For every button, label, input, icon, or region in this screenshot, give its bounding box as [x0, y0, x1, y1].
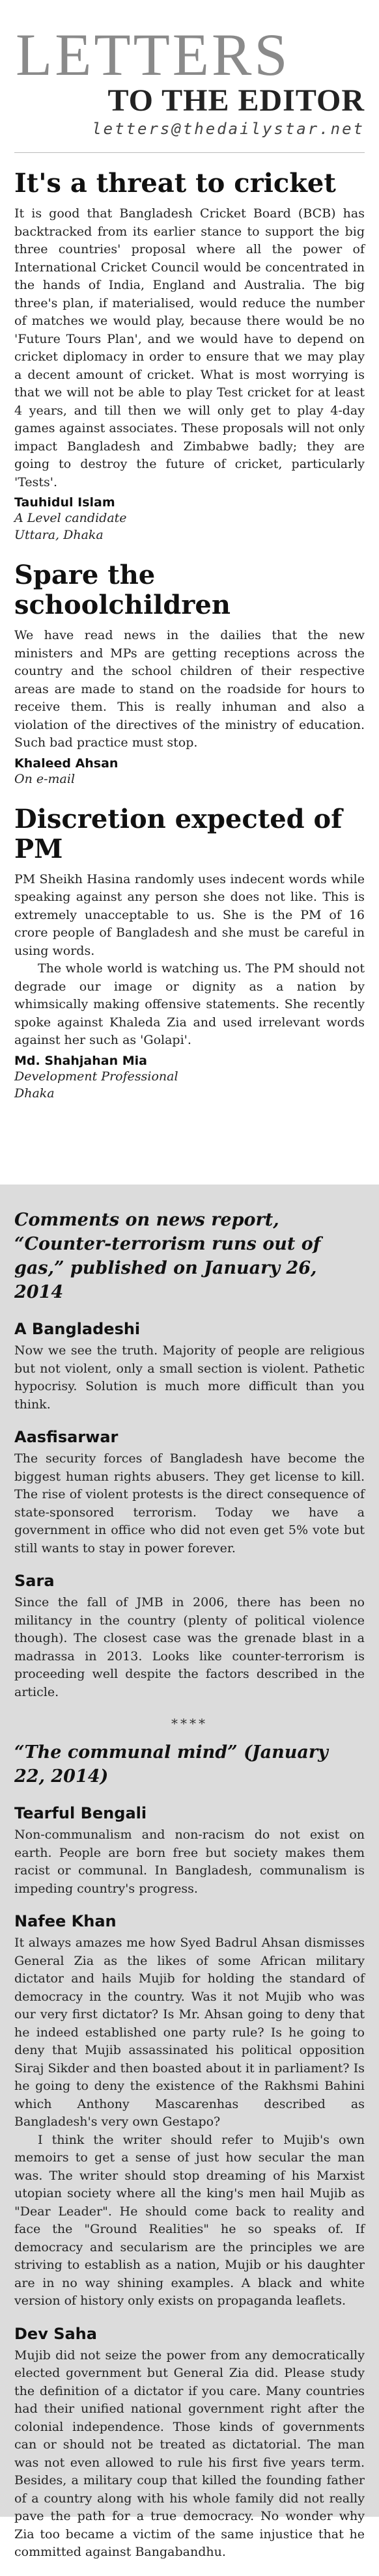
letter-affiliation: On e-mail — [14, 771, 76, 786]
letter-affiliation: A Level candidate — [14, 511, 127, 526]
commenter-name: Tearful Bengali — [14, 1804, 147, 1822]
commenter-name: Nafee Khan — [14, 1912, 117, 1930]
commenter-name: A Bangladeshi — [14, 1320, 141, 1338]
letter-paragraph: We have read news in the dailies that the new ministers and MPs are getting receptions across the country and the school children of their respective areas are made to stand on the roadside for hours to receive them. This is really inhuman and also a violation of the directives of the ministry of education. Such bad practice must stop. — [14, 628, 365, 750]
letter-affiliation: Development Professional — [14, 1069, 178, 1084]
reader-comment — [14, 1320, 365, 1414]
letter-author: Md. Shahjahan Mia — [14, 1053, 147, 1068]
masthead — [14, 0, 365, 138]
comment-body — [14, 2347, 365, 2562]
letter — [14, 804, 365, 1102]
letter-location: Dhaka — [14, 1086, 55, 1101]
comments-heading: Comments on news report, “Counter-terrorism runs out of gas,” published on January 26, 2014 — [14, 1210, 321, 1302]
comment-body — [14, 1826, 365, 1898]
comments-column — [14, 1208, 365, 2576]
comment-body — [14, 1934, 365, 2310]
comment-paragraph: Mujib did not seize the power from any democratically elected government but General Zia did. Please study the definition of a dictator if you care. Many countries had their unified national government right after the colonial independence. Those kinds of governments can or should not be treated as dictatorial. The man was not even allowed to rule his first five years term. Besides, a military coup that killed the founding father of a country along with his whole family did not really pave the path for a true democracy. No wonder why Zia too became a victim of the same injustice that he committed against Bangabandhu. — [14, 2348, 365, 2559]
comment-paragraph: Now we see the truth. Majority of people are religious but not violent, only a small section is violent. Pathetic hypocrisy. Solution is much more difficult than you think. — [14, 1343, 365, 1412]
commenter-name: Aasfisarwar — [14, 1428, 119, 1446]
masthead-subtitle: TO THE EDITOR — [107, 83, 365, 118]
comment-body — [14, 1342, 365, 1414]
reader-comment — [14, 1912, 365, 2310]
editor-email[interactable]: letters@thedailystar.net — [92, 120, 365, 139]
commenter-name: Sara — [14, 1572, 55, 1590]
letter-headline: It's a threat to cricket — [14, 168, 336, 199]
letter — [14, 560, 365, 788]
letter-paragraph: The whole world is watching us. The PM should not degrade our image or dignity as a nation by whimsically making offensive statements. She recently spoke against Khaleda Zia and used irrelevant words against her such as 'Golapi'. — [14, 961, 365, 1048]
letter-paragraph: It is good that Bangladesh Cricket Board (BCB) has backtracked from its earlier stance to support the big three countries' proposal where all the power of International Cricket Council would be concentrated in the hands of India, England and Australia. The big three's plan, if materialised, would reduce the number of matches we would play, because there would be no 'Future Tours Plan', and we would have to depend on cricket diplomacy in order to ensure that we may play a decent amount of cricket. What is most worrying is that we will not be able to play Test cricket for at least 4 years, and till then we will only get to play 4-day games against associates. These proposals will not only impact Bangladesh and Zimbabwe badly; they are going to destroy the future of cricket, particularly 'Tests'. — [14, 206, 365, 489]
comment-paragraph: Non-communalism and non-racism do not exist on earth. People are born free but society makes them racist or communal. In Bangladesh, communalism is impeding country's progress. — [14, 1828, 365, 1896]
letter — [14, 169, 365, 543]
letter-location: Uttara, Dhaka — [14, 528, 104, 543]
comment-paragraph: It always amazes me how Syed Badrul Ahsan dismisses General Zia as the likes of some African military dictator and hails Mujib for holding the standard of democracy in the country. Was it not Mujib who was our very first dictator? Is Mr. Ahsan going to deny that he indeed established one party rule? Is he going to deny that Mujib assassinated his political opposition Siraj Sikder and then boasted about it in parliament? Is he going to deny the existence of the Rakhsmi Bahini which Anthony Mascarenhas described as Bangladesh's very own Gestapo? — [14, 1936, 365, 2129]
letter-paragraph: PM Sheikh Hasina randomly uses indecent words while speaking against any person she does not like. This is extremely unacceptable to us. She is the PM of 16 crore people of Bangladesh and she must be careful in using words. — [14, 871, 365, 958]
masthead-divider — [14, 152, 365, 153]
comment-body — [14, 1594, 365, 1701]
letter-body — [14, 627, 365, 752]
comments-heading: “The communal mind” (January 22, 2014) — [14, 1742, 328, 1787]
masthead-title: LETTERS — [16, 21, 290, 88]
letter-author: Khaleed Ahsan — [14, 756, 119, 771]
reader-comment — [14, 1572, 365, 1701]
comment-body — [14, 1450, 365, 1557]
reader-comment — [14, 2325, 365, 2562]
letter-headline: Spare the schoolchildren — [14, 560, 231, 621]
reader-comment — [14, 1804, 365, 1898]
letters-column — [14, 0, 365, 1119]
reader-comment — [14, 1428, 365, 1557]
letter-body — [14, 205, 365, 491]
comment-paragraph: I think the writer should refer to Mujib's own memoirs to get a sense of just how secular the man was. The writer should stop dreaming of his Marxist utopian society where all the king's men hail Mujib as "Dear Leader". He should come back to reality and face the "Ground Realities" he so speaks of. If democracy and secularism are the principles we are striving to establish as a nation, Mujib or his daughter are in no way shining examples. A black and white version of history only exists on propaganda leaflets. — [14, 2132, 365, 2308]
section-separator: **** — [171, 1716, 208, 1731]
comment-paragraph: The security forces of Bangladesh have become the biggest human rights abusers. They get license to kill. The rise of violent protests is the direct consequence of state-sponsored terrorism. Today we have a government in office who did not even get 5% vote but still wants to stay in power forever. — [14, 1451, 365, 1555]
letter-author: Tauhidul Islam — [14, 495, 115, 510]
reader-comments-panel — [0, 1185, 379, 2559]
comment-paragraph: Since the fall of JMB in 2006, there has been no militancy in the country (plenty of political violence though). The closest case was the grenade blast in a madrassa in 2013. Looks like counter-terrorism is proceeding well despite the factors described in the article. — [14, 1595, 365, 1699]
commenter-name: Dev Saha — [14, 2324, 97, 2343]
letter-body — [14, 871, 365, 1050]
letter-headline: Discretion expected of PM — [14, 803, 343, 864]
